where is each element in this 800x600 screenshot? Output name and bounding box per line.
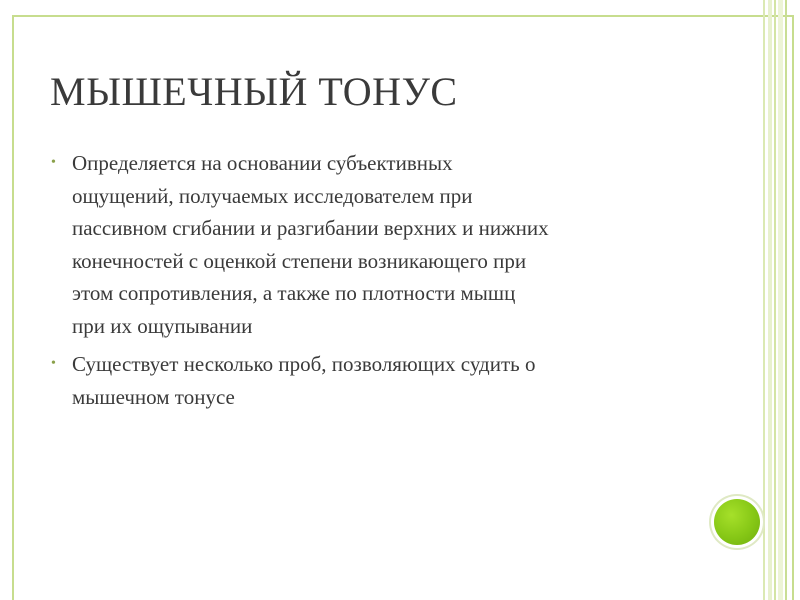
bullet-item — [45, 348, 705, 413]
bullet-line: ощущений, получаемых исследователем при — [72, 183, 473, 208]
bullet-line: конечностей с оценкой степени возникающего при — [72, 248, 527, 273]
bullet-line: пассивном сгибании и разгибании верхних и нижних — [72, 216, 549, 240]
bullet-item — [45, 147, 705, 342]
slide-title: МЫШЕЧНЫЙ ТОНУС — [50, 69, 458, 114]
decorative-stripe — [774, 0, 776, 600]
bullet-line: Существует несколько проб, позволяющих судить о — [72, 352, 536, 376]
decorative-stripe — [768, 0, 772, 600]
bullet-line: при их ощупывании — [72, 313, 253, 338]
bullet-dot-icon: • — [51, 155, 56, 170]
bullet-line: Определяется на основании субъективных — [72, 151, 453, 175]
decorative-stripe — [763, 0, 765, 600]
green-circle-icon — [714, 499, 760, 545]
bullet-dot-icon: • — [51, 356, 56, 371]
bullet-line: этом сопротивления, а также по плотности мышц — [72, 281, 516, 305]
decorative-stripe — [785, 0, 787, 600]
bullet-list — [45, 147, 705, 419]
decorative-stripe — [778, 0, 783, 600]
bullet-line: мышечном тонусе — [72, 384, 235, 409]
